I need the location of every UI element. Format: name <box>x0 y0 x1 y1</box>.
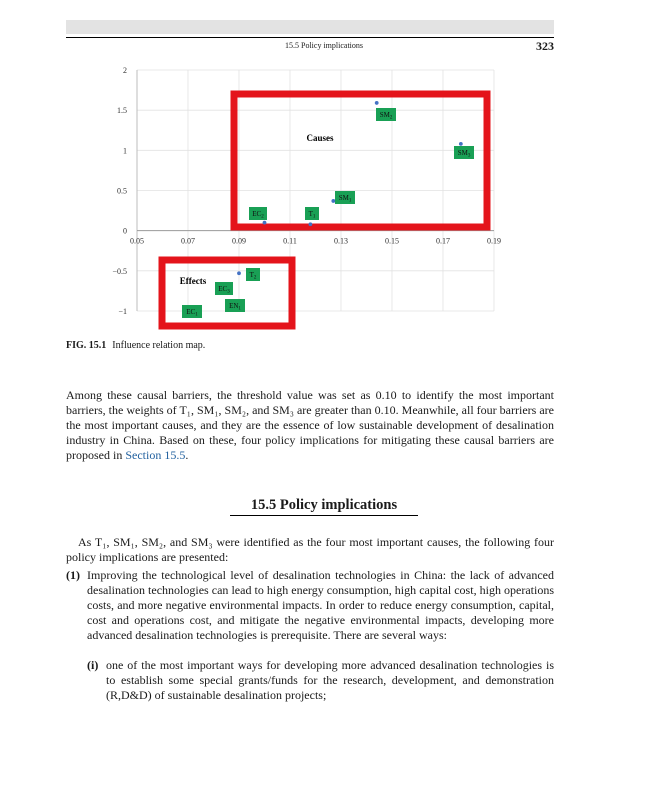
point-label-text: EN <box>229 302 239 310</box>
point-label-subscript: 3 <box>227 289 230 295</box>
page-number: 323 <box>536 39 554 53</box>
point-label-text: EC <box>218 285 228 293</box>
y-tick-label: −0.5 <box>112 266 127 276</box>
paragraph-1 <box>66 388 554 463</box>
list-item-1-text: Improving the technological level of desalination technologies in China: the lack of advanced desalination technologies can lead to high energy consumption, high capital cost, high operations costs, and more negative environmental impacts. In order to reduce energy consumption, capital, cost and operations cost, and mitigate the negative environmental impacts, developing more advanced desalination technologies is prerequisite. There are several ways: <box>87 568 554 642</box>
data-point <box>309 222 313 226</box>
figure-caption-text: Influence relation map. <box>112 340 206 351</box>
y-tick-label: 1 <box>123 146 127 156</box>
figure-label: FIG. 15.1 <box>66 340 107 351</box>
running-head: 15.5 Policy implications <box>285 41 363 50</box>
x-tick-label: 0.07 <box>181 236 195 246</box>
y-tick-label: 0 <box>123 226 127 236</box>
data-point <box>237 271 241 275</box>
point-label-text: EC <box>252 210 262 218</box>
point-label-subscript: 2 <box>389 115 393 121</box>
section-rule <box>230 515 418 516</box>
point-label-subscript: 2 <box>261 214 264 220</box>
influence-relation-map <box>0 55 648 340</box>
header-rule <box>66 37 554 38</box>
point-label-text: SM <box>379 111 390 119</box>
point-label-text: T <box>308 210 313 218</box>
list-item-1-number: (1) <box>66 568 80 582</box>
point-label-text: EC <box>186 308 196 316</box>
section-heading: 15.5 Policy implications <box>250 497 398 513</box>
point-label-subscript: 1 <box>195 312 198 318</box>
point-label-text: SM <box>457 149 468 157</box>
x-tick-label: 0.11 <box>283 236 297 246</box>
top-band <box>66 20 554 34</box>
x-tick-label: 0.17 <box>436 236 450 246</box>
data-point <box>263 221 267 225</box>
figure-caption <box>66 340 205 351</box>
x-tick-label: 0.15 <box>385 236 399 246</box>
point-label-subscript: 1 <box>348 198 352 204</box>
sub-item-1-text: one of the most important ways for developing more advanced desalination technologies is to establish some special grants/funds for the research, development, and demonstration (R,D&D) of sustainable desalination projects; <box>106 658 554 702</box>
x-tick-label: 0.13 <box>334 236 348 246</box>
y-tick-label: 2 <box>123 66 127 75</box>
sub-item-1-number: (i) <box>87 658 99 672</box>
effects-label: Effects <box>179 276 207 286</box>
x-tick-label: 0.19 <box>487 236 501 246</box>
paragraph-2: As T₁, SM₁, SM₂, and SM₃ were identified as the four most important causes, the following four policy implications are presented: <box>66 535 554 564</box>
data-point <box>375 101 379 105</box>
y-tick-label: 0.5 <box>117 186 127 196</box>
causes-box <box>234 94 487 227</box>
data-point <box>331 199 335 203</box>
y-tick-label: 1.5 <box>117 106 127 116</box>
section-link[interactable]: Section 15.5 <box>125 448 186 462</box>
point-label-subscript: 2 <box>253 275 257 281</box>
paragraph-1-end: . <box>185 448 189 462</box>
point-label-subscript: 1 <box>238 306 241 312</box>
causes-label: Causes <box>306 133 334 143</box>
point-label-text: T <box>249 271 254 279</box>
point-label-text: SM <box>338 194 349 202</box>
paragraph-1-text: Among these causal barriers, the threshold value was set as 0.10 to identify the most important barriers, the weights of T₁, SM₁, SM₂, and SM₃ are greater than 0.10. Meanwhile, all four barriers are the most important causes, and they are the essence of low sustainable development of desalination industry in China. Based on these, four policy implications for mitigating these causal barriers are proposed in <box>66 388 554 462</box>
data-point <box>459 142 463 146</box>
point-label-subscript: 1 <box>312 214 316 220</box>
x-tick-label: 0.05 <box>130 236 144 246</box>
y-tick-label: −1 <box>118 307 127 316</box>
point-label-subscript: 3 <box>467 153 471 159</box>
x-tick-label: 0.09 <box>232 236 246 246</box>
